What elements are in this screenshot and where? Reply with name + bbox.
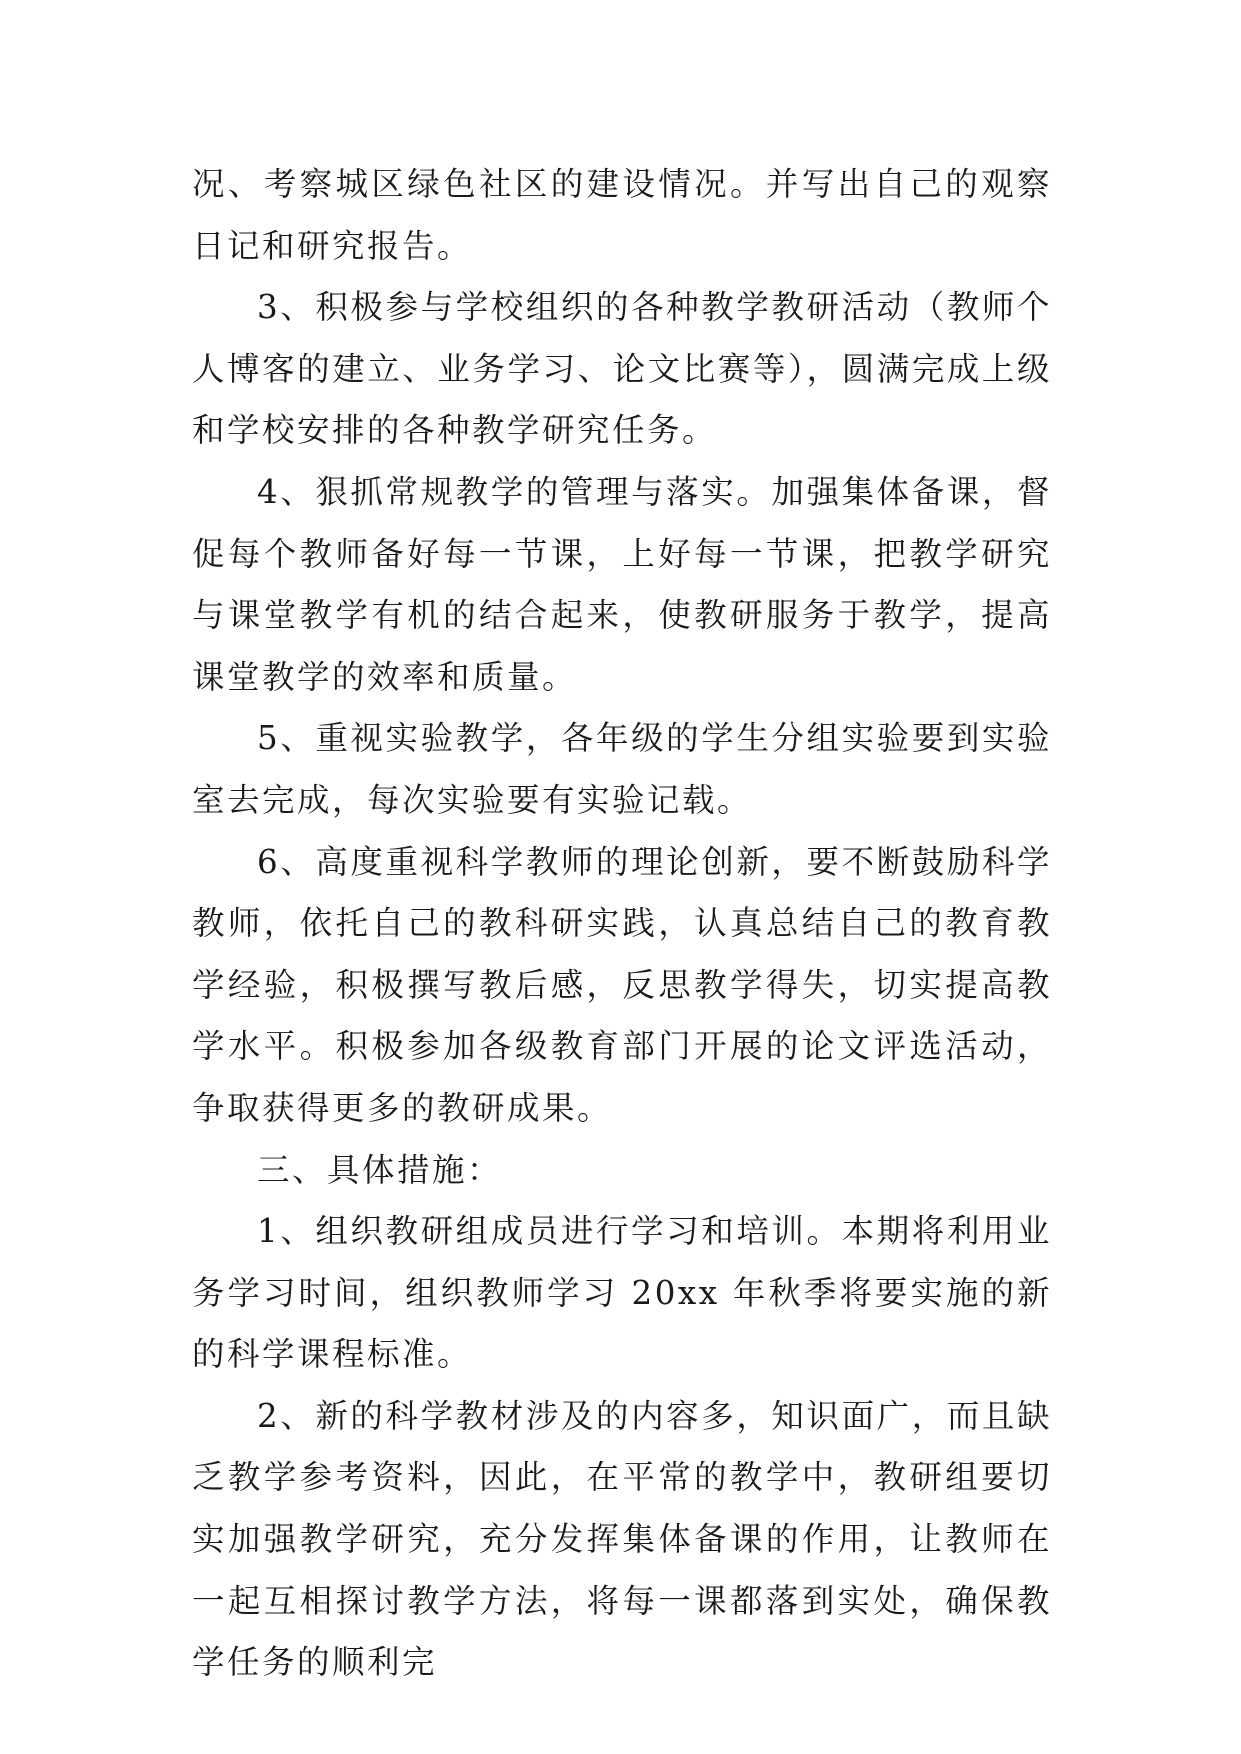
paragraph-measure-2: 2、新的科学教材涉及的内容多，知识面广，而且缺乏教学参考资料，因此，在平常的教学中，教研组要切实加强教学研究，充分发挥集体备课的作用，让教师在一起互相探讨教学方法，将每一课都落到实处，确保教学任务的顺利完 <box>192 1396 1052 1682</box>
document-body <box>192 154 1052 1694</box>
paragraph-continuation: 况、考察城区绿色社区的建设情况。并写出自己的观察日记和研究报告。 <box>192 165 1052 265</box>
paragraph-item-5: 5、重视实验教学，各年级的学生分组实验要到实验室去完成，每次实验要有实验记载。 <box>192 719 1052 819</box>
paragraph-item-3: 3、积极参与学校组织的各种教学教研活动（教师个人博客的建立、业务学习、论文比赛等），圆满完成上级和学校安排的各种教学研究任务。 <box>192 288 1052 450</box>
paragraph-item-4: 4、狠抓常规教学的管理与落实。加强集体备课，督促每个教师备好每一节课，上好每一节课，把教学研究与课堂教学有机的结合起来，使教研服务于教学，提高课堂教学的效率和质量。 <box>192 472 1052 696</box>
paragraph-measure-1: 1、组织教研组成员进行学习和培训。本期将利用业务学习时间，组织教师学习 20xx 年秋季将要实施的新的科学课程标准。 <box>192 1212 1052 1374</box>
section-heading-measures: 三、具体措施： <box>257 1150 503 1189</box>
paragraph-item-6: 6、高度重视科学教师的理论创新，要不断鼓励科学教师，依托自己的教科研实践，认真总结自己的教育教学经验，积极撰写教后感，反思教学得失，切实提高教学水平。积极参加各级教育部门开展的论文评选活动，争取获得更多的教研成果。 <box>192 842 1052 1127</box>
